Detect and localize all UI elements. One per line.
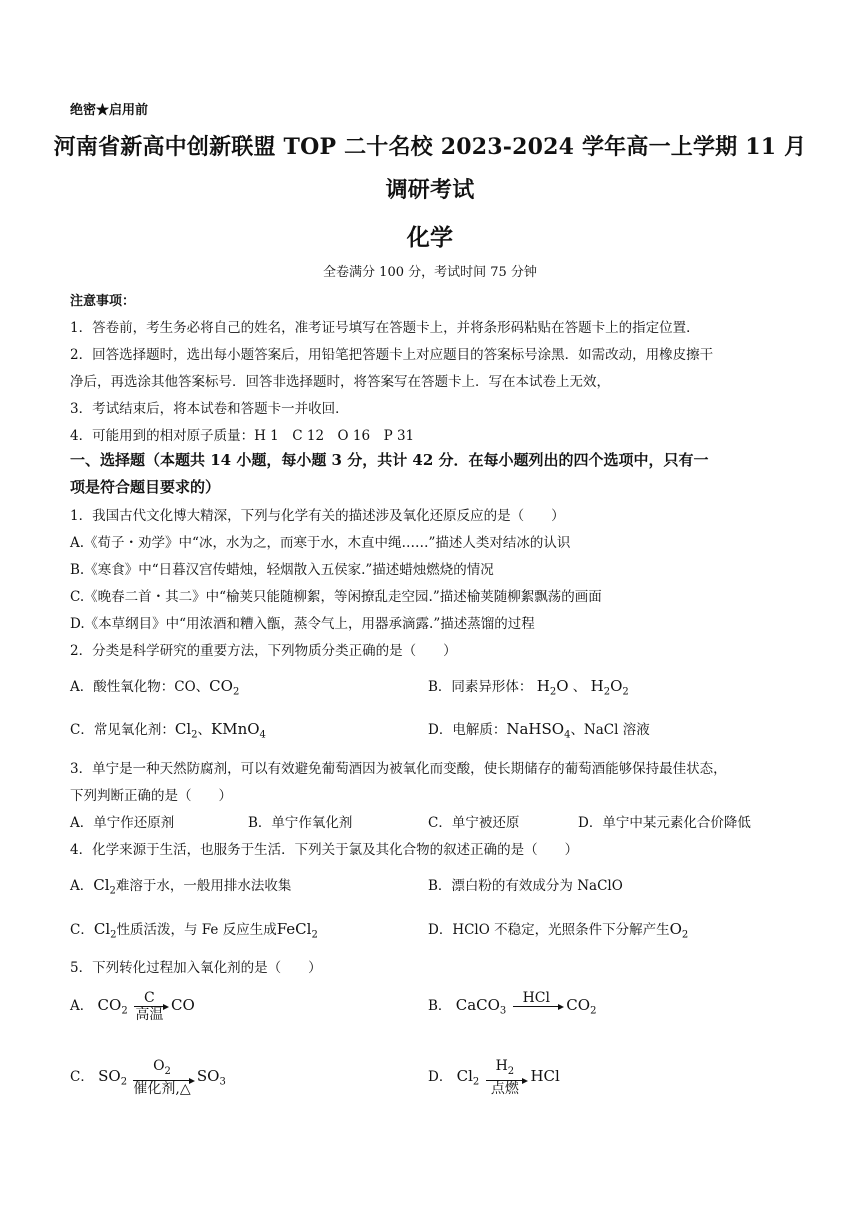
- question-3-stem: 3．单宁是一种天然防腐剂，可以有效避免葡萄酒因为被氧化而变酸，使长期储存的葡萄酒能够保持最佳状态，: [70, 761, 727, 777]
- question-2-option-b: B．同素异形体： $H_2O$ 、 $H_2O_2$: [428, 677, 629, 698]
- reaction-arrow: $\frac{C}{\text{高温}}$: [135, 990, 164, 1023]
- question-4-option-b: B．漂白粉的有效成分为 NaClO: [428, 878, 623, 894]
- question-4-stem: 4．化学来源于生活，也服务于生活．下列关于氯及其化合物的叙述正确的是（ ）: [70, 842, 579, 858]
- question-3-option-c: C．单宁被还原: [428, 815, 520, 831]
- note-item: 4．可能用到的相对原子质量：H 1 C 12 O 16 P 31: [70, 428, 415, 444]
- question-1-option-b: B.《寒食》中“日暮汉宫传蜡烛，轻烟散入五侯家.”描述蜡烛燃烧的情况: [70, 562, 494, 578]
- question-2-option-d: D．电解质：NaHSO$_4$、NaCl 溶液: [428, 720, 650, 741]
- question-5-option-a: A． $CO_2$ $\frac{C}{\text{高温}}$ CO: [70, 990, 195, 1023]
- question-4-option-c: C．$Cl_2$性质活泼，与 Fe 反应生成FeCl$_2$: [70, 920, 318, 941]
- note-item: 净后，再选涂其他答案标号．回答非选择题时，将答案写在答题卡上．写在本试卷上无效，: [70, 374, 610, 390]
- reaction-arrow: HCl: [513, 990, 560, 1023]
- section-heading: 一、选择题（本题共 14 小题，每小题 3 分，共计 42 分．在每小题列出的四个选项中，只有一: [70, 451, 709, 469]
- question-3-stem-cont: 下列判断正确的是（ ）: [70, 788, 232, 804]
- question-3-option-a: A．单宁作还原剂: [70, 815, 175, 831]
- note-item: 3．考试结束后，将本试卷和答题卡一并收回．: [70, 401, 349, 417]
- question-4-option-d: D．HClO 不稳定，光照条件下分解产生$O_2$: [428, 920, 689, 941]
- reaction-arrow: $\frac{O_2}{\text{催化剂,△}}$: [133, 1058, 191, 1097]
- question-2-stem: 2．分类是科学研究的重要方法，下列物质分类正确的是（ ）: [70, 643, 457, 659]
- question-5-option-d: D． $Cl_2$ $\frac{H_2}{\text{点燃}}$ HCl: [428, 1058, 560, 1097]
- section-heading: 项是符合题目要求的）: [70, 478, 221, 496]
- question-3-option-d: D．单宁中某元素化合价降低: [578, 815, 751, 831]
- exam-title-line1: 河南省新高中创新联盟 TOP 二十名校 2023-2024 学年高一上学期 11 月: [53, 134, 807, 160]
- note-item: 1．答卷前，考生务必将自己的姓名，准考证号填写在答题卡上，并将条形码粘贴在答题卡上的指定位置．: [70, 320, 700, 336]
- score-info: 全卷满分 100 分，考试时间 75 分钟: [323, 265, 537, 280]
- question-4-option-a: A．$Cl_2$难溶于水，一般用排水法收集: [70, 876, 292, 897]
- question-1-option-c: C.《晚春二首・其二》中“榆荚只能随柳絮，等闲撩乱走空园.”描述榆荚随柳絮飘荡的画面: [70, 589, 602, 605]
- question-1-option-d: D.《本草纲目》中“用浓酒和糟入甑，蒸令气上，用器承滴露.”描述蒸馏的过程: [70, 616, 535, 632]
- subject-title: 化学: [406, 224, 454, 251]
- question-5-option-c: C． $SO_2$ $\frac{O_2}{\text{催化剂,△}}$ $SO_3$: [70, 1058, 226, 1097]
- question-1-option-a: A.《荀子・劝学》中“冰，水为之，而寒于水，木直中绳……”描述人类对结冰的认识: [70, 535, 571, 551]
- reaction-arrow: $\frac{H_2}{\text{点燃}}$: [486, 1058, 525, 1097]
- question-3-option-b: B．单宁作氧化剂: [248, 815, 353, 831]
- question-2-option-a: A．酸性氧化物：CO、$CO_2$: [70, 677, 240, 698]
- question-5-stem: 5．下列转化过程加入氧化剂的是（ ）: [70, 960, 322, 976]
- confidential-mark: 绝密★启用前: [70, 103, 149, 118]
- note-item: 2．回答选择题时，选出每小题答案后，用铅笔把答题卡上对应题目的答案标号涂黑．如需改动，用橡皮擦干: [70, 347, 714, 363]
- question-1-stem: 1．我国古代文化博大精深，下列与化学有关的描述涉及氧化还原反应的是（ ）: [70, 508, 565, 524]
- notes-heading: 注意事项：: [70, 294, 136, 309]
- exam-title-line2: 调研考试: [385, 177, 475, 203]
- question-5-option-b: B． CaCO$_3$ HCl $CO_2$: [428, 990, 596, 1023]
- question-2-option-c: C．常见氧化剂：$Cl_2$、KMnO$_4$: [70, 720, 266, 741]
